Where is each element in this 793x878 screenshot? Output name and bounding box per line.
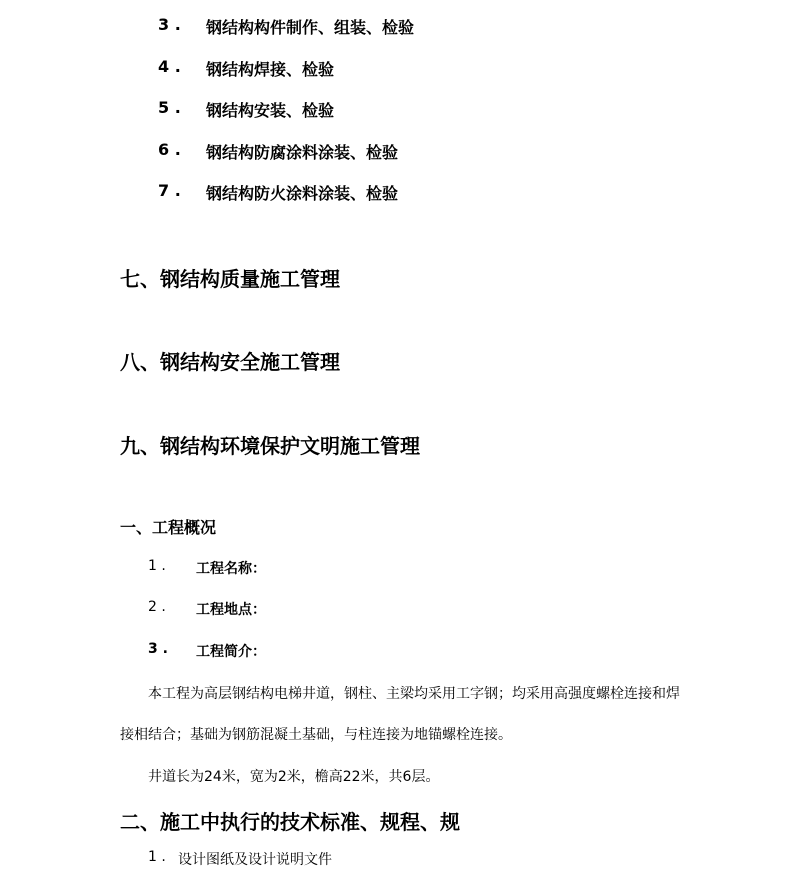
list-number: 7 .: [158, 181, 181, 200]
list-item-text: 钢结构焊接、检验: [206, 60, 335, 79]
overview-number: 2 .: [148, 599, 166, 615]
overview-label-project-intro: 工程简介：: [196, 644, 266, 660]
overview-number: 3 .: [148, 641, 168, 657]
heading-safety-management: 八、钢结构安全施工管理: [120, 350, 340, 374]
list-item-text: 钢结构防腐涂料涂装、检验: [206, 143, 399, 162]
list-item-text: 钢结构防火涂料涂装、检验: [206, 184, 399, 203]
paragraph-dimensions: 井道长为24米，宽为2米，檐高22米，共6层。: [148, 769, 440, 785]
overview-label-project-name: 工程名称：: [196, 561, 266, 577]
heading-quality-management: 七、钢结构质量施工管理: [120, 267, 340, 291]
overview-label-project-location: 工程地点：: [196, 602, 266, 618]
overview-number: 1 .: [148, 558, 166, 574]
standard-number: 1 .: [148, 849, 166, 865]
list-number: 6 .: [158, 140, 181, 159]
paragraph-intro-line2: 接相结合；基础为钢筋混凝土基础，与柱连接为地锚螺栓连接。: [120, 727, 512, 743]
list-item-text: 钢结构构件制作、组装、检验: [206, 18, 415, 37]
heading-technical-standards: 二、施工中执行的技术标准、规程、规: [120, 810, 460, 834]
standard-item-text: 设计图纸及设计说明文件: [178, 852, 332, 868]
list-number: 4 .: [158, 57, 181, 76]
list-number: 5 .: [158, 98, 181, 117]
list-number: 3 .: [158, 15, 181, 34]
heading-environment-management: 九、钢结构环境保护文明施工管理: [120, 434, 420, 458]
heading-project-overview: 一、工程概况: [120, 518, 217, 537]
paragraph-intro-line1: 本工程为高层钢结构电梯井道，钢柱、主梁均采用工字钢；均采用高强度螺栓连接和焊: [148, 686, 680, 702]
list-item-text: 钢结构安装、检验: [206, 101, 335, 120]
